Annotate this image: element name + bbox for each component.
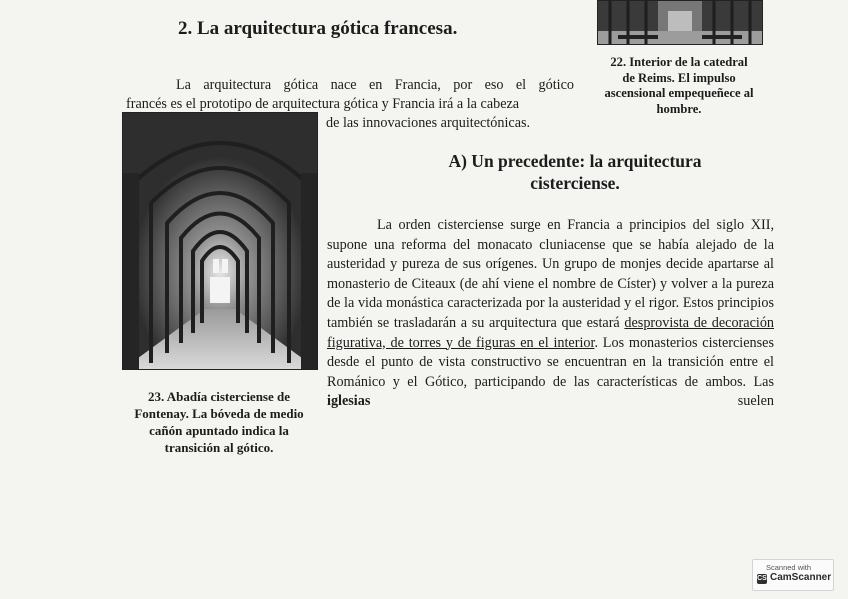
paragraph-mid: . Los monasterios cistercienses desde el punto de vista constructivo se encuentran en la transición entre el Románico y el Gótico, participando de las características de ambos. Las	[327, 334, 774, 390]
bold-word: iglesias	[327, 393, 371, 410]
camscanner-name: CamScanner	[770, 572, 832, 583]
intro-line-3: de las innovaciones arquitectónicas.	[326, 115, 531, 131]
paragraph-start: La orden cisterciense surge en Francia a principios del siglo XII, supone una reforma del monacato cluniacense que se había alejado de la austeridad y pureza de sus orígenes. Un grupo de monjes decide apartarse al monasterio de Citeaux (de ahí viene el nombre de Císter) y volver a la pureza de la vida monástica caracterizada por la austeridad y el rigor. Estos principios también se trasladarán a su arquitectura que estará	[327, 217, 774, 331]
fontenay-abbey-photo	[122, 112, 318, 370]
fontenay-caption: 23. Abadía cisterciense de Fontenay. La bóveda de medio cañón apuntado indica la transición al gótico.	[134, 389, 304, 455]
camscanner-watermark	[752, 559, 834, 591]
cistercian-paragraph	[327, 216, 774, 412]
intro-line-2: francés es el prototipo de arquitectura gótica y Francia irá a la cabeza	[126, 96, 520, 112]
underlined-phrase: desprovista de decoración figurativa, de torres y de figuras en el interior	[327, 314, 775, 351]
scanned-with-label: Scanned with	[766, 563, 812, 572]
paragraph-end: suelen	[737, 393, 774, 410]
camscanner-logo-icon: CS	[757, 575, 767, 582]
section-heading: 2. La arquitectura gótica francesa.	[178, 18, 458, 39]
reims-cathedral-photo	[597, 0, 763, 45]
reims-caption: 22. Interior de la catedral de Reims. El impulso ascensional empequeñece al hombre.	[604, 55, 754, 116]
intro-line-1: La arquitectura gótica nace en Francia, por eso el gótico	[176, 77, 574, 93]
subsection-title: A) Un precedente: la arquitectura cisterciense.	[448, 151, 702, 193]
